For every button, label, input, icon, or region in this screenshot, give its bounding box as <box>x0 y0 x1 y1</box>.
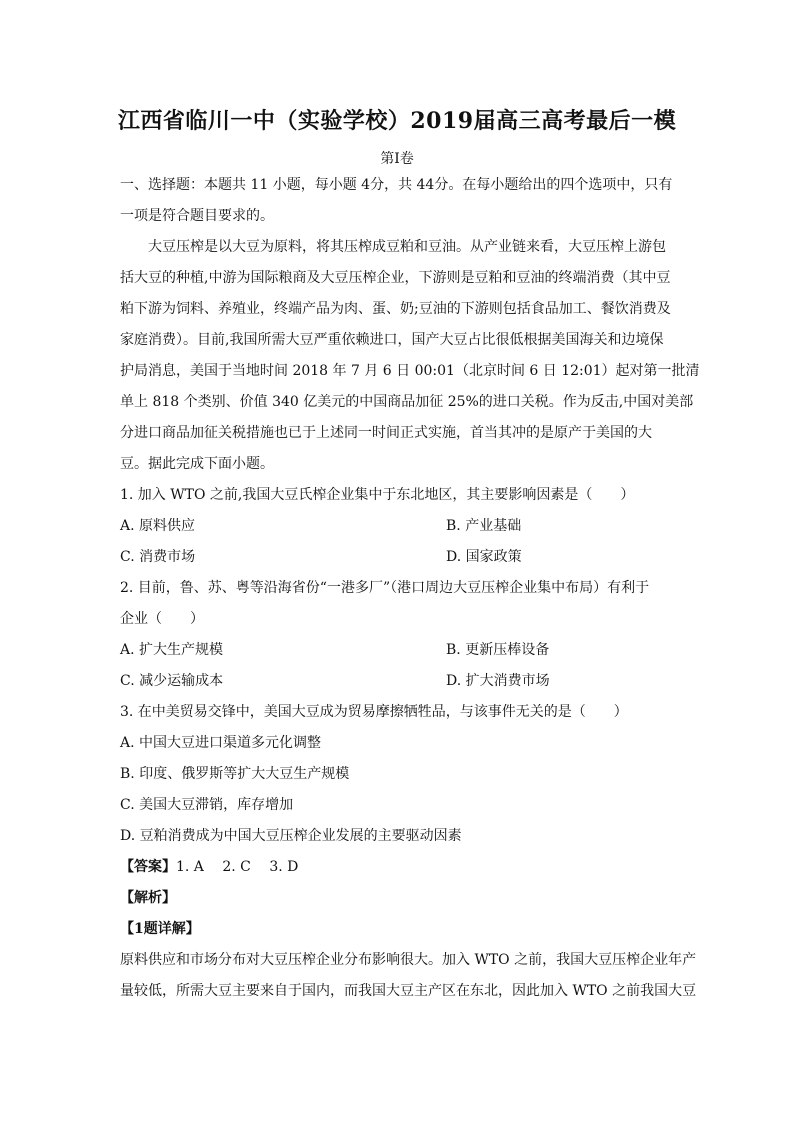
question-2-option-a: A. 扩大生产规模 <box>120 642 224 658</box>
passage-line: 大豆压榨是以大豆为原料，将其压榨成豆粕和豆油。从产业链来看，大豆压榨上游包 <box>148 239 666 255</box>
question-2-option-d: D. 扩大消费市场 <box>446 673 550 689</box>
question-3-option-b: B. 印度、俄罗斯等扩大大豆生产规模 <box>120 766 350 782</box>
passage-line: 粕下游为饲料、养殖业，终端产品为肉、蛋、奶;豆油的下游则包括食品加工、餐饮消费及 <box>120 301 671 317</box>
explanation-line: 量较低，所需大豆主要来自于国内，而我国大豆主产区在东北，因此加入 WTO 之前我国大豆 <box>120 983 697 999</box>
answer-line <box>120 852 676 883</box>
question-1-option-b: B. 产业基础 <box>446 518 522 534</box>
passage-line: 家庭消费）。目前,我国所需大豆严重依赖进口，国产大豆占比很低根据美国海关和边境保 <box>120 332 664 348</box>
document-body <box>120 170 700 1007</box>
passage-line: 分进口商品加征关税措施也已于上述同一时间正式实施，首当其冲的是原产于美国的大 <box>120 425 652 441</box>
question-2-options-row <box>120 635 676 666</box>
passage-line: 单上 818 个类别、价值 340 亿美元的中国商品加征 25%的进口关税。作为反击,中国对美部 <box>120 394 694 410</box>
question-2-options-row <box>120 666 676 697</box>
question-3-stem: 3. 在中美贸易交锋中，美国大豆成为贸易摩擦牺牲品，与该事件无关的是（ ） <box>120 704 628 720</box>
answer-text: 1. A 2. C 3. D <box>176 859 299 875</box>
passage-line: 护局消息，美国于当地时间 2018 年 7 月 6 日 00:01（北京时间 6 日 12:01）起对第一批清 <box>120 363 700 379</box>
analysis-label: 【解析】 <box>120 890 176 906</box>
question-2-option-b: B. 更新压棒设备 <box>446 642 550 658</box>
question-1-option-c: C. 消费市场 <box>120 549 196 565</box>
question-2-option-c: C. 减少运输成本 <box>120 673 224 689</box>
section-label: 第I卷 <box>380 151 414 167</box>
question-1-stem: 1. 加入 WTO 之前,我国大豆氏榨企业集中于东北地区，其主要影响因素是（ ） <box>120 487 635 503</box>
instruction-line: 一项是符合题目要求的。 <box>120 208 274 224</box>
question-1-option-d: D. 国家政策 <box>446 549 522 565</box>
question-3-option-a: A. 中国大豆进口渠道多元化调整 <box>120 735 322 751</box>
question-1-option-a: A. 原料供应 <box>120 518 196 534</box>
answer-label: 【答案】 <box>120 859 176 875</box>
passage-line: 括大豆的种植,中游为国际粮商及大豆压榨企业，下游则是豆粕和豆油的终端消费（其中豆 <box>120 270 671 286</box>
question-2-stem: 2. 目前，鲁、苏、粤等沿海省份“一港多厂”（港口周边大豆压榨企业集中布局）有利于 <box>120 580 650 596</box>
question-3-option-c: C. 美国大豆滞销，库存增加 <box>120 797 294 813</box>
document-title: 江西省临川一中（实验学校）2019届高三高考最后一模 <box>117 108 677 134</box>
explanation-line: 原料供应和市场分布对大豆压榨企业分布影响很大。加入 WTO 之前，我国大豆压榨企业年产 <box>120 952 697 968</box>
detail-label: 【1题详解】 <box>120 921 200 937</box>
instruction-line: 一、选择题：本题共 11 小题，每小题 4分，共 44分。在每小题给出的四个选项中，只有 <box>120 177 673 193</box>
question-1-options-row <box>120 511 676 542</box>
question-1-options-row <box>120 542 676 573</box>
passage-line: 豆。据此完成下面小题。 <box>120 456 274 472</box>
question-3-option-d: D. 豆粕消费成为中国大豆压榨企业发展的主要驱动因素 <box>120 828 462 844</box>
question-2-stem-cont: 企业（ ） <box>120 611 204 627</box>
